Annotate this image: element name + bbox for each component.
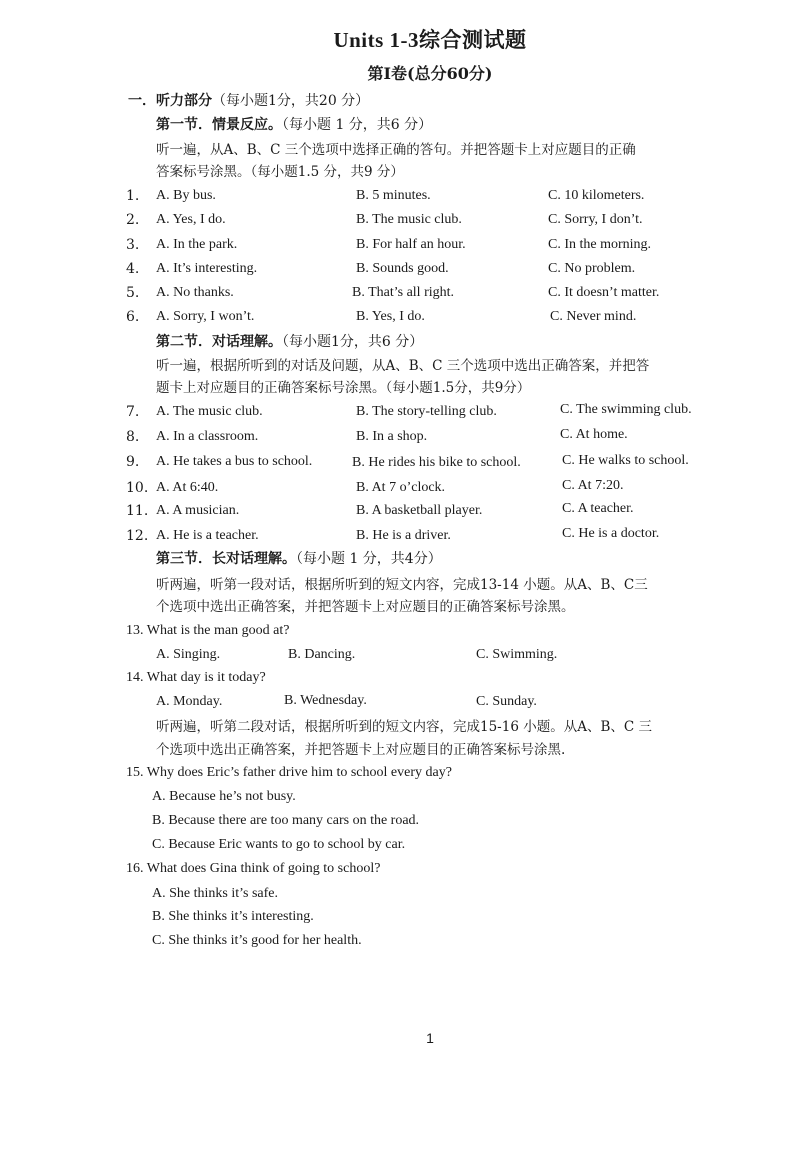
option-b: B. He is a driver. — [356, 528, 451, 543]
option-b: B. The music club. — [356, 212, 462, 227]
question-number: 9. — [126, 454, 140, 470]
section2-heading: 第二节．对话理解。 — [156, 334, 282, 350]
question-number: 12. — [126, 528, 149, 544]
option-a: A. A musician. — [156, 503, 240, 518]
question-number: 7. — [126, 404, 140, 420]
part1-heading-note: （每小题1分，共20 分） — [212, 93, 370, 109]
section1-heading: 第一节．情景反应。 — [156, 117, 282, 133]
option-a: A. It’s interesting. — [156, 261, 258, 276]
q16-option-b: B. She thinks it’s interesting. — [152, 909, 314, 924]
option-c: C. In the morning. — [548, 237, 652, 252]
option-c: C. The swimming club. — [560, 402, 692, 417]
page-number: 1 — [426, 1030, 434, 1046]
question-number: 5. — [126, 285, 140, 301]
option-b: B. He rides his bike to school. — [352, 455, 521, 470]
option-c: C. He walks to school. — [562, 453, 689, 468]
option-b: B. That’s all right. — [352, 285, 455, 300]
option-a: A. He takes a bus to school. — [156, 454, 313, 469]
question-15: 15. Why does Eric’s father drive him to school every day? — [126, 765, 452, 780]
option-a: A. No thanks. — [156, 285, 234, 300]
option-a: A. By bus. — [156, 188, 216, 203]
option-a: A. He is a teacher. — [156, 528, 259, 543]
q16-option-c: C. She thinks it’s good for her health. — [152, 933, 362, 948]
section3-instruction-2: 个选项中选出正确答案，并把答题卡上对应题目的正确答案标号涂黑。 — [156, 599, 575, 615]
option-c: C. No problem. — [548, 261, 636, 276]
section3-heading-line — [156, 549, 442, 569]
option-c: C. He is a doctor. — [562, 526, 660, 541]
q14-option-c: C. Sunday. — [476, 694, 537, 709]
section1-instruction-1: 听一遍，从A、B、C 三个选项中选择正确的答句。并把答题卡上对应题目的正确 — [156, 142, 636, 158]
q13-option-c: C. Swimming. — [476, 647, 558, 662]
section2-note: （每小题1分，共6 分） — [282, 334, 424, 350]
option-b: B. A basketball player. — [356, 503, 483, 518]
option-c: C. Never mind. — [550, 309, 637, 324]
part1-heading: 一．听力部分 — [128, 93, 212, 109]
option-c: C. A teacher. — [562, 501, 634, 516]
option-c: C. Sorry, I don’t. — [548, 212, 643, 227]
q16-option-a: A. She thinks it’s safe. — [152, 886, 278, 901]
section2-instruction-1: 听一遍，根据所听到的对话及问题，从A、B、C 三个选项中选出正确答案，并把答 — [156, 358, 650, 374]
option-b: B. 5 minutes. — [356, 188, 431, 203]
q14-option-a: A. Monday. — [156, 694, 223, 709]
question-number: 1. — [126, 188, 140, 204]
question-number: 10. — [126, 480, 149, 496]
option-b: B. The story-telling club. — [356, 404, 497, 419]
q13-option-a: A. Singing. — [156, 647, 221, 662]
question-13: 13. What is the man good at? — [126, 623, 290, 638]
section1-note: （每小题 1 分，共6 分） — [282, 117, 433, 133]
question-14: 14. What day is it today? — [126, 670, 266, 685]
option-b: B. In a shop. — [356, 429, 428, 444]
option-a: A. Yes, I do. — [156, 212, 226, 227]
section3-instruction-1: 听两遍，听第一段对话，根据所听到的短文内容，完成13-14 小题。从A、B、C三 — [156, 577, 648, 593]
page-title: Units 1-3综合测试题 — [333, 28, 527, 52]
section2-instruction-2: 题卡上对应题目的正确答案标号涂黑。（每小题1.5分，共9分） — [156, 380, 531, 396]
option-b: B. At 7 o’clock. — [356, 480, 446, 495]
q15-option-c: C. Because Eric wants to go to school by car. — [152, 837, 406, 852]
q14-option-b: B. Wednesday. — [284, 693, 367, 708]
option-b: B. Yes, I do. — [356, 309, 425, 324]
question-number: 2. — [126, 212, 140, 228]
option-a: A. In the park. — [156, 237, 238, 252]
question-number: 6. — [126, 309, 140, 325]
question-number: 11. — [126, 503, 149, 519]
question-number: 4. — [126, 261, 140, 277]
section3-instruction-3: 听两遍，听第二段对话，根据所听到的短文内容，完成15-16 小题。从A、B、C 三 — [156, 719, 652, 735]
section3-instruction-4: 个选项中选出正确答案，并把答题卡上对应题目的正确答案标号涂黑. — [156, 742, 566, 758]
question-number: 8. — [126, 429, 140, 445]
option-a: A. At 6:40. — [156, 480, 219, 495]
q15-option-b: B. Because there are too many cars on the road. — [152, 813, 420, 828]
section2-heading-line — [156, 332, 423, 352]
question-number: 3. — [126, 237, 140, 253]
option-b: B. Sounds good. — [356, 261, 449, 276]
section1-heading-line — [156, 115, 432, 135]
section1-instruction-2: 答案标号涂黑。（每小题1.5 分，共9 分） — [156, 164, 404, 180]
q13-option-b: B. Dancing. — [288, 647, 356, 662]
option-a: A. In a classroom. — [156, 429, 259, 444]
section3-heading: 第三节．长对话理解。 — [156, 551, 296, 567]
part1-heading-line — [128, 91, 369, 111]
q15-option-a: A. Because he’s not busy. — [152, 789, 296, 804]
option-a: A. The music club. — [156, 404, 263, 419]
section3-note: （每小题 1 分，共4分） — [296, 551, 442, 567]
option-c: C. 10 kilometers. — [548, 188, 645, 203]
option-c: C. It doesn’t matter. — [548, 285, 660, 300]
page-subtitle: 第Ⅰ卷(总分60分) — [367, 64, 493, 83]
option-c: C. At 7:20. — [562, 478, 624, 493]
option-c: C. At home. — [560, 427, 628, 442]
option-a: A. Sorry, I won’t. — [156, 309, 255, 324]
option-b: B. For half an hour. — [356, 237, 466, 252]
question-16: 16. What does Gina think of going to school? — [126, 861, 381, 876]
